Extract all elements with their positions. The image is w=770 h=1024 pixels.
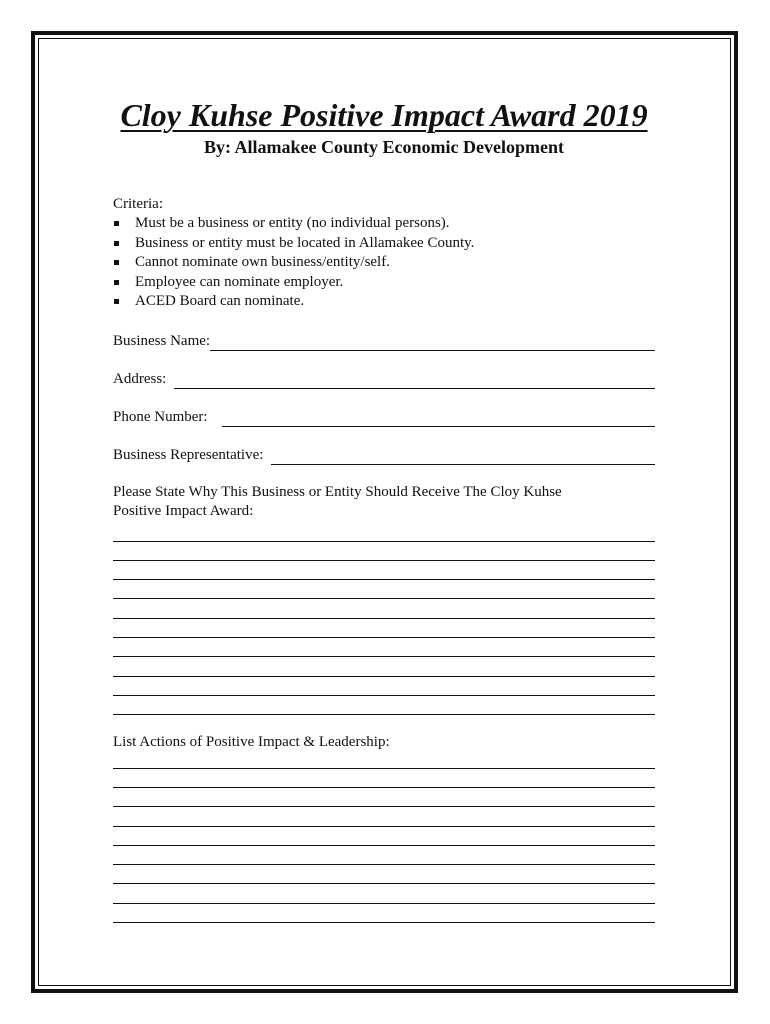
answer-line[interactable] — [113, 638, 655, 657]
why-prompt-line2: Positive Impact Award: — [113, 503, 254, 519]
business-representative-label: Business Representative: — [113, 446, 264, 463]
criteria-item — [113, 273, 655, 293]
criteria-list — [113, 214, 655, 312]
answer-line[interactable] — [113, 769, 655, 788]
business-name-label: Business Name: — [113, 332, 211, 349]
answer-line[interactable] — [113, 904, 655, 923]
answer-line[interactable] — [113, 865, 655, 884]
phone-number-blank[interactable] — [222, 410, 655, 427]
business-representative-blank[interactable] — [271, 448, 655, 465]
answer-line[interactable] — [113, 542, 655, 561]
criteria-item — [113, 253, 655, 273]
answer-line[interactable] — [113, 846, 655, 865]
bullet-icon — [114, 221, 119, 226]
bullet-icon — [114, 260, 119, 265]
answer-line[interactable] — [113, 827, 655, 846]
criteria-item — [113, 234, 655, 254]
answer-line[interactable] — [113, 580, 655, 599]
phone-number-field — [113, 407, 655, 427]
answer-line[interactable] — [113, 522, 655, 542]
phone-number-label: Phone Number: — [113, 408, 208, 425]
answer-line[interactable] — [113, 599, 655, 618]
criteria-item — [113, 214, 655, 234]
answer-line[interactable] — [113, 696, 655, 715]
address-field — [113, 369, 655, 389]
answer-line[interactable] — [113, 619, 655, 638]
answer-line[interactable] — [113, 884, 655, 903]
form-content — [113, 96, 655, 923]
answer-line[interactable] — [113, 807, 655, 826]
criteria-item-text: Business or entity must be located in Allamakee County. — [135, 234, 475, 251]
bullet-icon — [114, 280, 119, 285]
why-prompt-line1: Please State Why This Business or Entity Should Receive The Cloy Kuhse — [113, 483, 562, 500]
criteria-item-text: Must be a business or entity (no individual persons). — [135, 215, 450, 231]
why-answer-lines[interactable] — [113, 522, 655, 716]
bullet-icon — [114, 299, 119, 304]
answer-line[interactable] — [113, 788, 655, 807]
business-name-blank[interactable] — [210, 334, 655, 351]
answer-line[interactable] — [113, 677, 655, 696]
criteria-label: Criteria: — [113, 196, 163, 212]
criteria-item-text: Employee can nominate employer. — [135, 273, 344, 290]
form-subtitle: By: Allamakee County Economic Development — [204, 137, 564, 157]
business-name-field — [113, 331, 655, 351]
why-prompt — [113, 483, 655, 522]
form-title: Cloy Kuhse Positive Impact Award 2019 — [120, 97, 648, 133]
address-label: Address: — [113, 370, 167, 387]
criteria-item-text: ACED Board can nominate. — [135, 293, 305, 309]
answer-line[interactable] — [113, 561, 655, 580]
criteria-item-text: Cannot nominate own business/entity/self. — [135, 254, 390, 270]
address-blank[interactable] — [174, 372, 655, 389]
business-representative-field — [113, 445, 655, 465]
actions-answer-lines[interactable] — [113, 753, 655, 923]
actions-prompt: List Actions of Positive Impact & Leadership: — [113, 734, 390, 751]
answer-line[interactable] — [113, 657, 655, 676]
bullet-icon — [114, 241, 119, 246]
answer-line[interactable] — [113, 753, 655, 769]
criteria-item — [113, 292, 655, 312]
